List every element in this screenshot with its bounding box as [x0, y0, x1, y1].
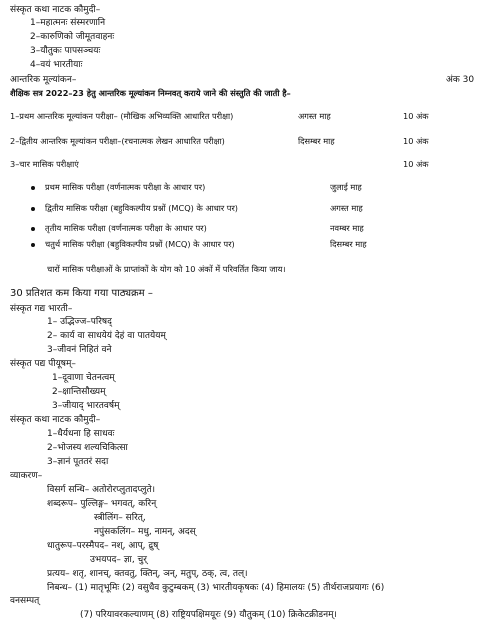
vyakaran-striling: स्त्रीलिंग– सरित्,: [94, 513, 146, 523]
monthly-1-month: जुलाई माह: [330, 182, 362, 192]
gadya-item-3: 3–जीवनं निहितं वने: [47, 345, 112, 355]
katha-item-4: 4–वयं भारतीयाः: [30, 60, 83, 70]
bullet-icon: [31, 207, 35, 211]
gadya-item-1: 1– उद्भिज्ज–परिषद्: [47, 317, 112, 327]
nibandh-line-2: वनसम्पत्: [10, 596, 40, 606]
row-1-marks: 10 अंक: [403, 111, 429, 121]
padya-item-3: 3–जीयाद् भारतवर्षम्: [52, 401, 120, 411]
monthly-4-label: चतुर्थ मासिक परीक्षा (बहुविकल्पीय प्रश्नों (MCQ) के आधार पर): [45, 239, 235, 249]
bullet-icon: [31, 186, 35, 190]
katha2-item-1: 1–धैर्यधना हि साधवः: [47, 429, 115, 439]
reduced-title: 30 प्रतिशत कम किया गया पाठ्यक्रम –: [10, 288, 153, 299]
vyakaran-dhaturoop: धातुरूप–परस्मैपद– नश्, आप्, द्रुष्: [47, 541, 159, 551]
monthly-1-label: प्रथम मासिक परीक्षा (वर्णनात्मक परीक्षा के आधार पर): [45, 182, 206, 192]
katha2-item-3: 3–ज्ञानं पूततरं सदा: [47, 457, 109, 467]
padya-item-1: 1–दूवाणा चेतनत्वम्: [52, 373, 115, 383]
row-2-label: 2–द्वितीय आन्तरिक मूल्यांकन परीक्षा–(रचनात्मक लेखन आधारित परीक्षा): [10, 136, 225, 146]
row-3-marks: 10 अंक: [403, 159, 429, 169]
bullet-icon: [31, 227, 35, 231]
monthly-3-month: नवम्बर माह: [330, 223, 364, 233]
internal-title: आन्तरिक मूल्यांकन–: [10, 75, 77, 85]
row-2-marks: 10 अंक: [403, 136, 429, 146]
katha2-item-2: 2–भोजस्य शल्यचिकित्सा: [47, 443, 128, 453]
vyakaran-sandhi: विसर्ग सन्धि– अतोरोरप्लुतादप्लुते।: [47, 485, 156, 495]
katha-item-2: 2–कारुणिको जीमूतवाहनः: [30, 32, 115, 42]
row-1-label: 1–प्रथम आन्तरिक मूल्यांकन परीक्षा– (मौखिक अभिव्यक्ति आधारित परीक्षा): [10, 111, 234, 121]
katha-item-3: 3–यौतुकः पापसञ्चयः: [30, 46, 101, 56]
vyakaran-napunsakling: नपुंसकलिंग– मधु, नामन्, अदस्: [94, 527, 196, 537]
katha2-title: संस्कृत कथा नाटक कौमुदी–: [10, 415, 101, 425]
katha-item-1: 1–महात्मनः संस्मरणानि: [30, 18, 106, 28]
monthly-note: चारों मासिक परीक्षाओं के प्राप्तांकों के योग को 10 अंकों में परिवर्तित किया जाय।: [47, 264, 286, 274]
gadya-title: संस्कृत गद्य भारती–: [10, 304, 73, 314]
row-2-month: दिसम्बर माह: [298, 136, 335, 146]
monthly-2-month: अगस्त माह: [330, 203, 363, 213]
monthly-3-label: तृतीय मासिक परीक्षा (वर्णनात्मक परीक्षा के आधार पर): [45, 223, 207, 233]
padya-title: संस्कृत पद्य पीयूषम्–: [10, 359, 76, 369]
bullet-icon: [31, 243, 35, 247]
monthly-4-month: दिसम्बर माह: [330, 239, 367, 249]
vyakaran-shabdroop: शब्दरूप– पुल्लिङ्ग– भगवत्, करिन्: [47, 499, 157, 509]
vyakaran-ubhaypad: उभयपद– ज्ञा, चुर्: [90, 555, 147, 565]
vyakaran-title: व्याकरण–: [10, 471, 43, 481]
vyakaran-pratyay: प्रत्यय– शतृ, शानच्, क्तवतु, क्तिन्, ञन्, मतुप्, ठक्, त्व, तल्।: [47, 569, 248, 579]
row-1-month: अगस्त माह: [298, 111, 331, 121]
nibandh-line-3: (7) परियावरकल्याणम् (8) राष्ट्रियपक्षिमयूरः (9) यौतुकम् (10) क्रिकेटक्रीडनम्।: [80, 610, 337, 620]
internal-marks: अंक 30: [446, 75, 475, 85]
monthly-2-label: द्वितीय मासिक परीक्षा (बहुविकल्पीय प्रश्नों (MCQ) के आधार पर): [45, 203, 239, 213]
katha-title: संस्कृत कथा नाटक कौमुदी–: [10, 5, 101, 15]
internal-subtitle: शैक्षिक सत्र 2022–23 हेतु आन्तरिक मूल्यांकन निम्नवत् कराये जाने की संस्तुति की जाती है–: [10, 88, 291, 98]
nibandh-line-1: निबन्ध– (1) मातृभूमिः (2) वसुधैव कुटुम्बकम् (3) भारतीयकृषकः (4) हिमालयः (5) तीर्थराजप्रयागः (6): [47, 583, 385, 593]
gadya-item-2: 2– कार्य वा साधयेयं देहं वा पातयेयम्: [47, 331, 166, 341]
row-3-label: 3–चार मासिक परीक्षाएं: [10, 159, 79, 169]
padya-item-2: 2–क्षान्तिसौख्यम्: [52, 387, 106, 397]
